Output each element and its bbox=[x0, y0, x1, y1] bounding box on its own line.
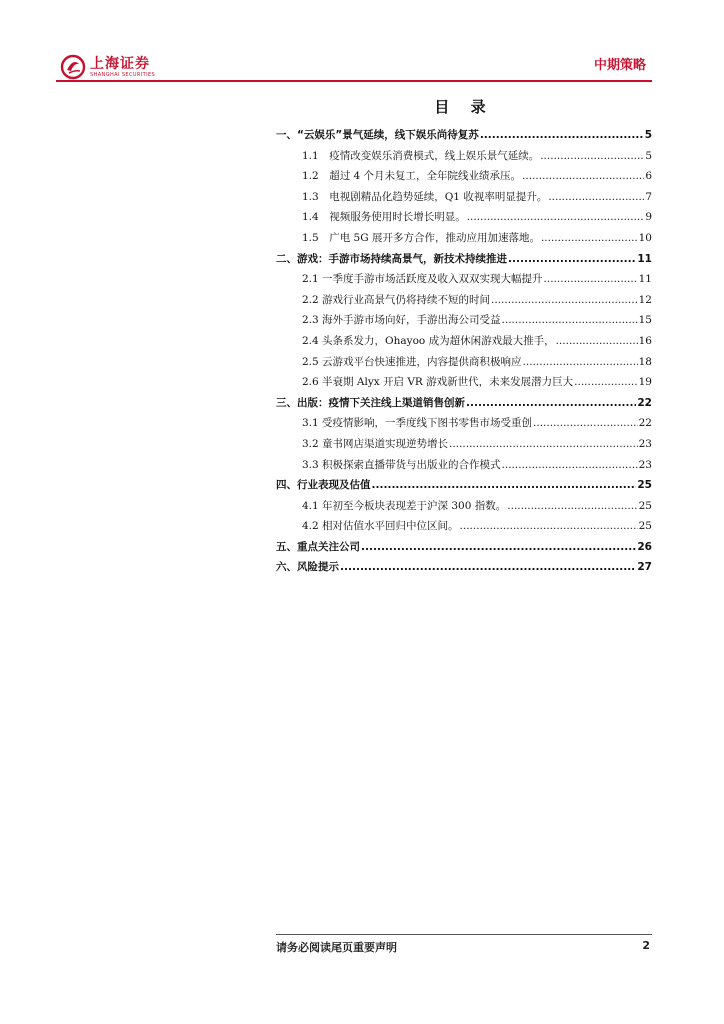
toc-entry-title: 4.1 年初至今板块表现差于沪深 300 指数。 bbox=[302, 499, 507, 512]
toc-section-entry[interactable] bbox=[276, 559, 652, 580]
toc-subsection-entry[interactable] bbox=[276, 230, 652, 251]
toc-dot-leader bbox=[449, 438, 638, 450]
toc-subsection-entry[interactable] bbox=[276, 209, 652, 230]
toc-subsection-entry[interactable] bbox=[276, 168, 652, 189]
toc-entry-title: 五、重点关注公司 bbox=[276, 540, 360, 553]
toc-entry-title: 1.2 超过 4 个月未复工，全年院线业绩承压。 bbox=[302, 170, 522, 183]
toc-entry-page: 25 bbox=[637, 479, 652, 492]
toc-entry-title: 一、“云娱乐”景气延续，线下娱乐尚待复苏 bbox=[276, 129, 479, 141]
toc-dot-leader bbox=[523, 356, 638, 368]
header-rule bbox=[56, 80, 652, 82]
toc-dot-leader bbox=[507, 500, 637, 512]
toc-entry-page: 12 bbox=[638, 293, 652, 306]
toc-dot-leader bbox=[540, 150, 644, 162]
toc-subsection-entry[interactable] bbox=[276, 148, 652, 169]
toc-entry-page: 25 bbox=[638, 499, 652, 512]
toc-dot-leader bbox=[460, 520, 638, 532]
toc-entry-title: 3.2 童书网店渠道实现逆势增长 bbox=[302, 437, 449, 450]
toc-entry-page: 9 bbox=[645, 211, 652, 224]
toc-entry-page: 6 bbox=[645, 170, 652, 183]
toc-entry-page: 16 bbox=[638, 334, 652, 347]
toc-subsection-entry[interactable] bbox=[276, 436, 652, 457]
toc-subsection-entry[interactable] bbox=[276, 271, 652, 292]
toc-dot-leader bbox=[372, 479, 637, 491]
toc-entry-title: 1.3 电视剧精品化趋势延续，Q1 收视率明显提升。 bbox=[302, 190, 548, 203]
toc-subsection-entry[interactable] bbox=[276, 354, 652, 375]
logo-english-name: SHANGHAI SECURITIES bbox=[90, 71, 156, 78]
page-header bbox=[56, 50, 652, 80]
toc-dot-leader bbox=[508, 253, 636, 265]
toc-dot-leader bbox=[522, 170, 644, 182]
toc-dot-leader bbox=[466, 397, 636, 409]
toc-entry-title: 二、游戏：手游市场持续高景气，新技术持续推进 bbox=[276, 252, 507, 265]
toc-dot-leader bbox=[467, 211, 645, 223]
toc-dot-leader bbox=[574, 376, 637, 388]
toc-entry-title: 2.1 一季度手游市场活跃度及收入双双实现大幅提升 bbox=[302, 273, 543, 286]
toc-entry-title: 2.6 半衰期 Alyx 开启 VR 游戏新世代，未来发展潜力巨大 bbox=[302, 376, 574, 389]
toc-dot-leader bbox=[541, 232, 638, 244]
toc-entry-page: 27 bbox=[637, 561, 652, 574]
toc-entry-page: 7 bbox=[645, 190, 652, 203]
toc-entry-title: 4.2 相对估值水平回归中位区间。 bbox=[302, 520, 459, 533]
toc-entry-page: 10 bbox=[638, 231, 652, 244]
toc-entry-page: 11 bbox=[637, 252, 652, 265]
toc-dot-leader bbox=[491, 294, 638, 306]
toc-dot-leader bbox=[548, 191, 644, 203]
toc-entry-title: 2.4 头条系发力，Ohayoo 成为超休闲游戏最大推手， bbox=[302, 334, 555, 347]
toc-entry-title: 2.2 游戏行业高景气仍将持续不短的时间 bbox=[302, 293, 491, 306]
toc-entry-title: 1.1 疫情改变娱乐消费模式，线上娱乐景气延续。 bbox=[302, 149, 540, 162]
toc-section-entry[interactable] bbox=[276, 395, 652, 416]
toc-entry-title: 1.5 广电 5G 展开多方合作，推动应用加速落地。 bbox=[302, 231, 540, 244]
footer-disclaimer: 请务必阅读尾页重要声明 bbox=[276, 941, 397, 954]
toc-entry-page: 18 bbox=[638, 355, 652, 368]
toc-entry-page: 23 bbox=[638, 437, 652, 450]
toc-subsection-entry[interactable] bbox=[276, 415, 652, 436]
toc-section-entry[interactable] bbox=[276, 251, 652, 272]
toc-subsection-entry[interactable] bbox=[276, 189, 652, 210]
toc-entry-page: 5 bbox=[644, 129, 652, 141]
toc-subsection-entry[interactable] bbox=[276, 498, 652, 519]
toc-entry-title: 六、风险提示 bbox=[276, 561, 339, 574]
toc-entry-title: 3.1 受疫情影响，一季度线下图书零售市场受重创 bbox=[302, 417, 533, 430]
toc-dot-leader bbox=[502, 314, 638, 326]
toc-title: 目 录 bbox=[434, 98, 494, 116]
toc-subsection-entry[interactable] bbox=[276, 518, 652, 539]
toc-subsection-entry[interactable] bbox=[276, 457, 652, 478]
toc-dot-leader bbox=[544, 273, 638, 285]
footer-rule bbox=[276, 934, 652, 935]
toc-entry-page: 22 bbox=[637, 396, 652, 409]
document-type-label: 中期策略 bbox=[593, 58, 646, 73]
toc-dot-leader bbox=[361, 541, 636, 553]
toc-entry-title: 2.3 海外手游市场向好，手游出海公司受益 bbox=[302, 314, 501, 327]
toc-subsection-entry[interactable] bbox=[276, 292, 652, 313]
toc-entry-title: 三、出版：疫情下关注线上渠道销售创新 bbox=[276, 396, 465, 409]
toc-entry-title: 2.5 云游戏平台快速推进，内容提供商积极响应 bbox=[302, 355, 522, 368]
toc-dot-leader bbox=[533, 417, 638, 429]
page-number: 2 bbox=[642, 939, 650, 952]
toc-entry-page: 22 bbox=[638, 417, 652, 430]
toc-dot-leader bbox=[502, 459, 638, 471]
toc-entry-page: 11 bbox=[638, 273, 652, 286]
toc-dot-leader bbox=[340, 561, 636, 573]
toc-dot-leader bbox=[480, 129, 644, 141]
logo-chinese-name: 上海证券 bbox=[90, 55, 150, 72]
toc-subsection-entry[interactable] bbox=[276, 312, 652, 333]
toc-entry-page: 5 bbox=[645, 149, 652, 162]
logo-emblem-icon bbox=[60, 54, 86, 80]
toc-entry-page: 19 bbox=[638, 376, 652, 389]
toc-section-entry[interactable] bbox=[276, 477, 652, 498]
toc-section-entry[interactable] bbox=[276, 539, 652, 560]
toc-entry-title: 四、行业表现及估值 bbox=[276, 479, 371, 492]
company-logo bbox=[60, 52, 155, 82]
toc-subsection-entry[interactable] bbox=[276, 333, 652, 354]
toc-entry-page: 26 bbox=[637, 540, 652, 553]
toc-subsection-entry[interactable] bbox=[276, 374, 652, 395]
toc-entry-title: 1.4 视频服务使用时长增长明显。 bbox=[302, 211, 466, 224]
toc-entry-page: 23 bbox=[638, 458, 652, 471]
toc-section-entry[interactable] bbox=[276, 127, 652, 148]
table-of-contents bbox=[276, 127, 652, 580]
toc-entry-page: 15 bbox=[638, 314, 652, 327]
toc-entry-title: 3.3 积极探索直播带货与出版业的合作模式 bbox=[302, 458, 501, 471]
toc-entry-page: 25 bbox=[638, 520, 652, 533]
toc-dot-leader bbox=[556, 335, 638, 347]
